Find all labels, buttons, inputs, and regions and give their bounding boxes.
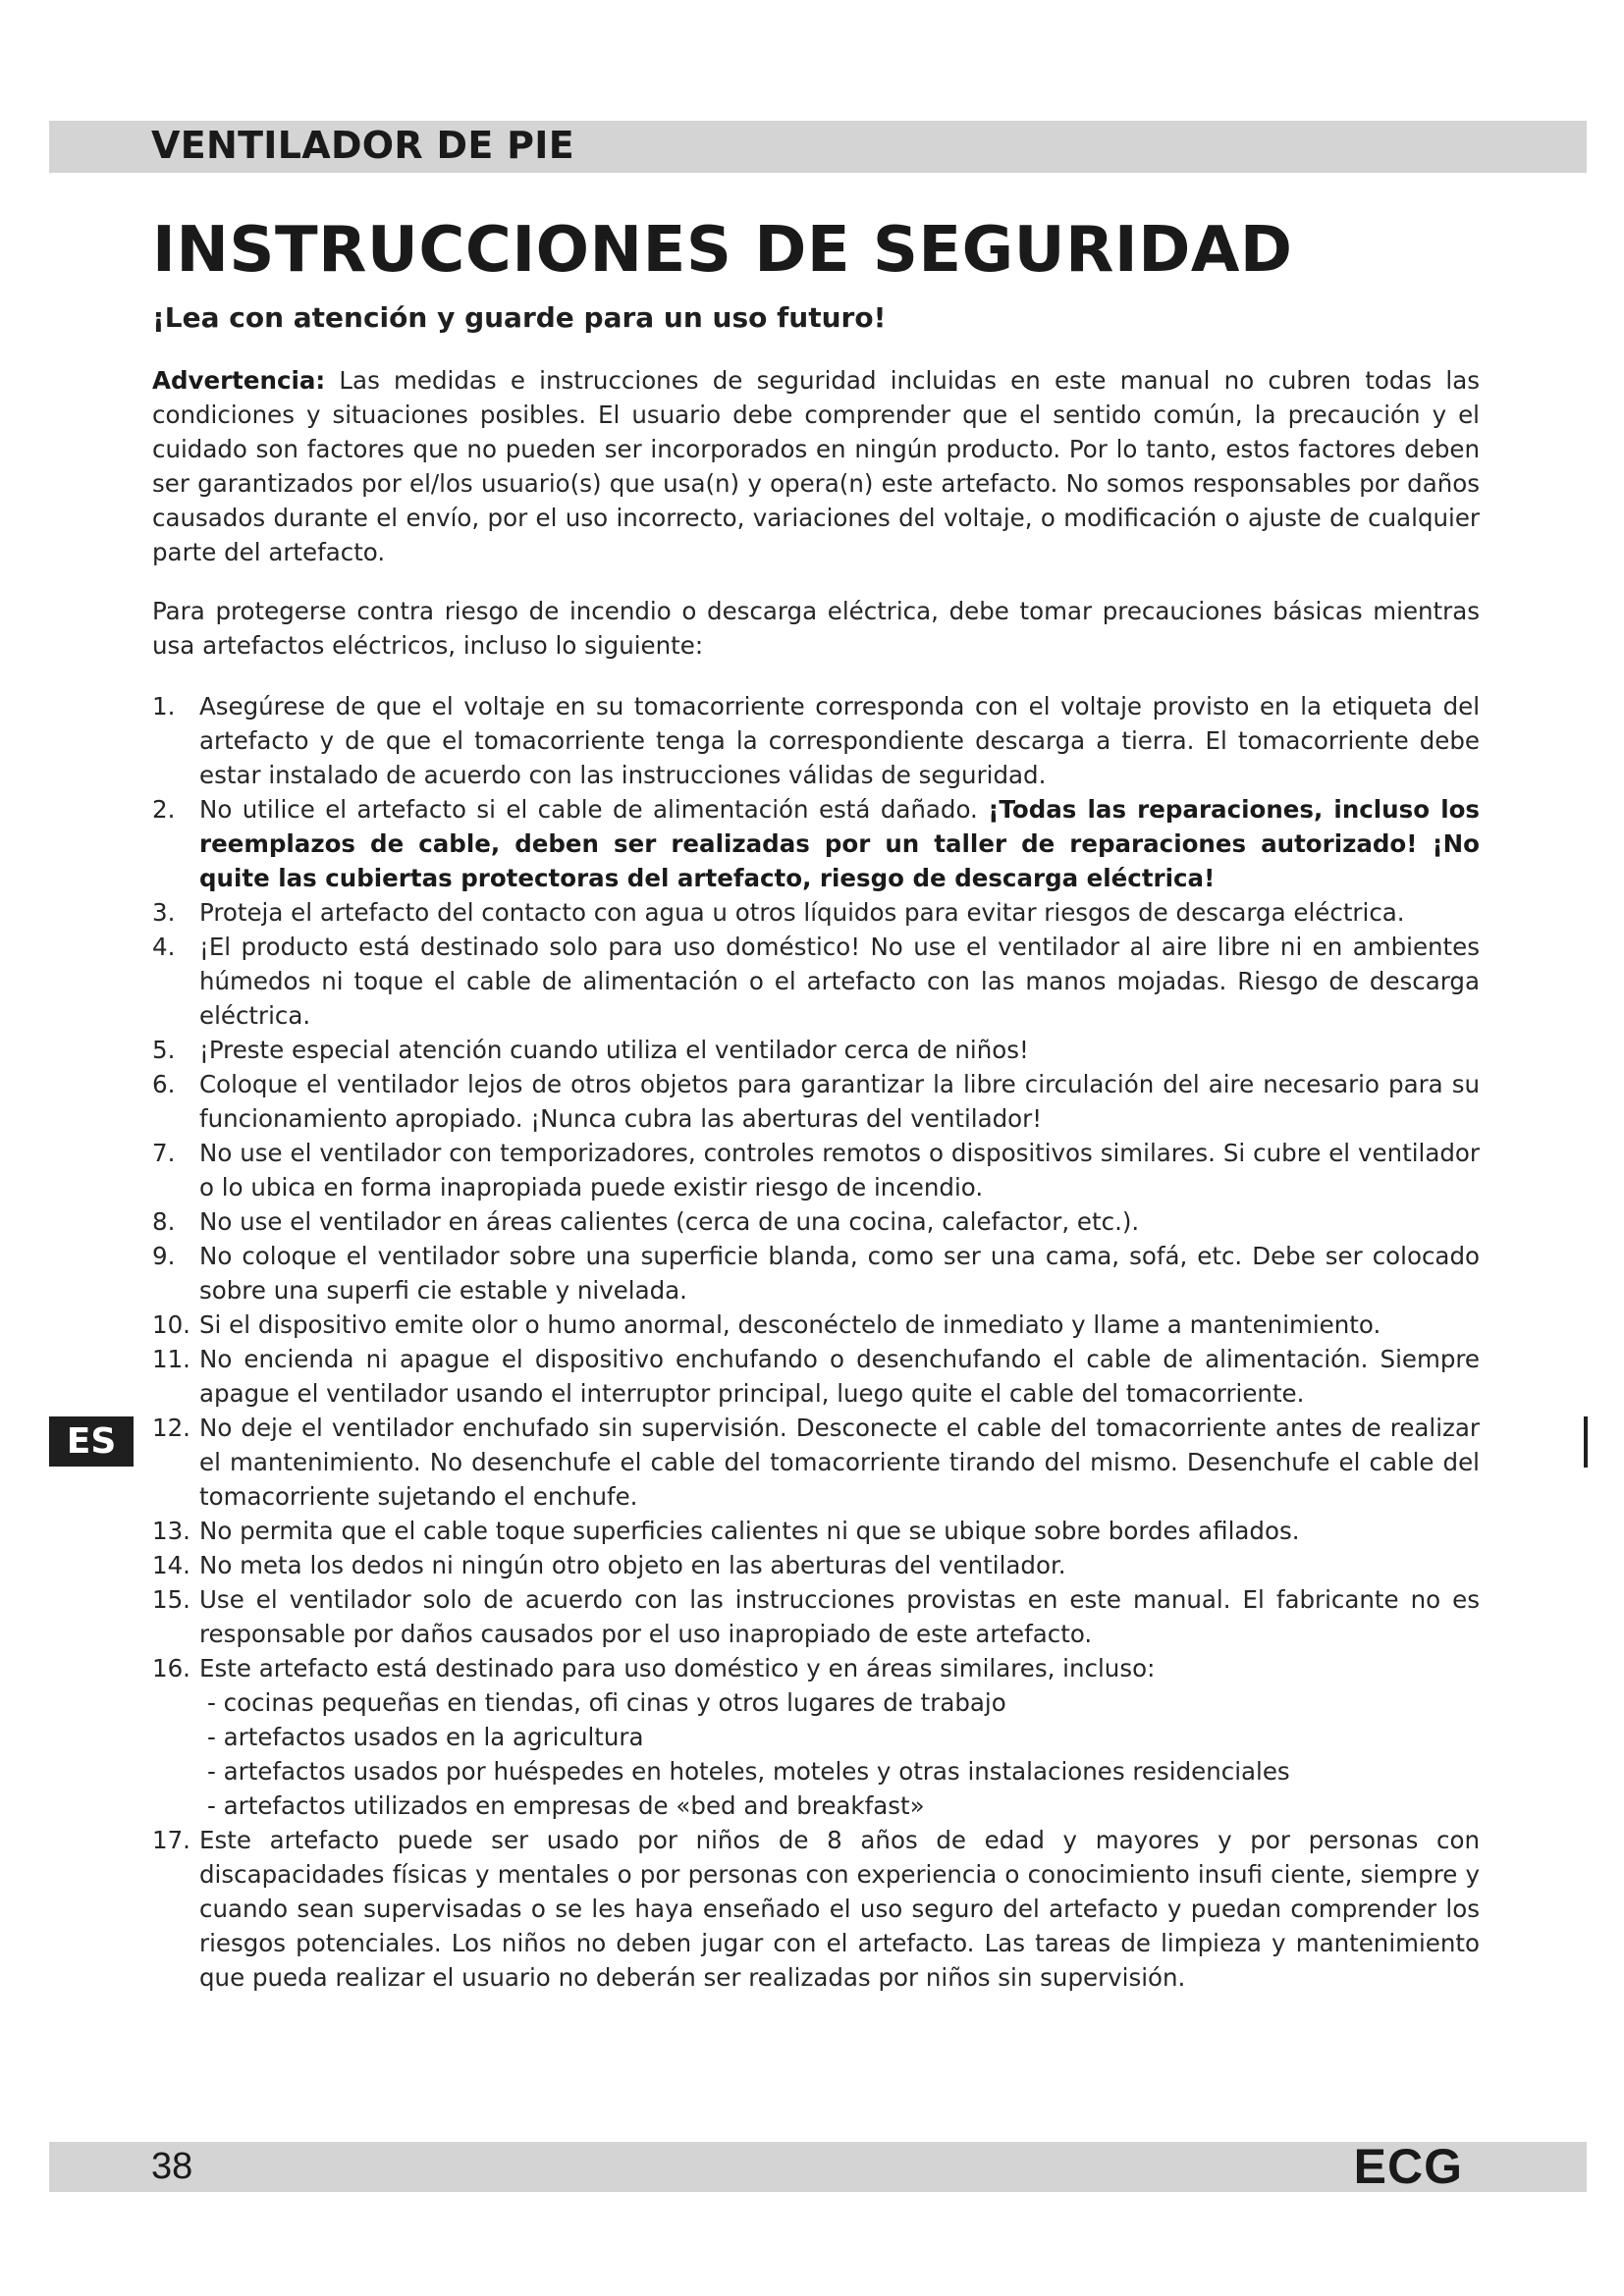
list-item-text: No use el ventilador en áreas calientes (cerca de una cocina, calefactor, etc.). [199,1207,1140,1236]
header-title: VENTILADOR DE PIE [151,124,574,167]
list-item-text: No deje el ventilador enchufado sin supervisión. Desconecte el cable del tomacorriente antes de realizar el mantenimiento. No desenchufe el cable del tomacorriente tirando del mismo. Desenchufe el cable del tomacorriente sujetando el enchufe. [199,1414,1480,1511]
sub-list [199,1685,1480,1823]
list-item [152,689,1480,792]
list-item-number: 6. [152,1070,176,1098]
list-item-text: ¡Preste especial atención cuando utiliza el ventilador cerca de niños! [199,1036,1029,1064]
list-item [152,1342,1480,1411]
sub-list-item: - cocinas pequeñas en tiendas, ofi cinas y otros lugares de trabajo [207,1688,1006,1717]
list-item [152,1823,1480,1995]
language-tab: ES [49,1416,134,1467]
list-item-number: 7. [152,1139,176,1167]
list-item [152,1411,1480,1514]
list-item-bold-warning: ¡Todas las reparaciones, incluso los reemplazos de cable, deben ser realizadas por un taller de reparaciones autorizado! ¡No quite las cubiertas protectoras del artefacto, riesgo de descarga eléctrica! [199,795,1481,892]
page-number: 38 [151,2146,193,2187]
list-item-number: 9. [152,1242,176,1270]
page-subtitle: ¡Lea con atención y guarde para un uso futuro! [152,301,887,334]
warning-label: Advertencia: [152,366,326,395]
list-item-number: 12. [152,1414,190,1442]
footer-bar [49,2139,1587,2194]
list-item [152,895,1480,930]
list-item-text: No coloque el ventilador sobre una superficie blanda, como ser una cama, sofá, etc. Debe ser colocado sobre una superfi cie estable y nivelada. [199,1242,1480,1305]
list-item-text: Proteja el artefacto del contacto con agua u otros líquidos para evitar riesgos de descarga eléctrica. [199,898,1405,927]
list-item-text: No meta los dedos ni ningún otro objeto en las aberturas del ventilador. [199,1551,1066,1579]
list-item [152,1308,1480,1342]
list-item-plain: No utilice el artefacto si el cable de alimentación está dañado. [199,795,978,824]
list-item-number: 3. [152,898,176,927]
list-item-text: ¡El producto está destinado solo para uso doméstico! No use el ventilador al aire libre ni en ambientes húmedos ni toque el cable de alimentación o el artefacto con las manos mojadas. Riesgo de descarga eléctrica. [199,933,1480,1030]
list-item [152,1067,1480,1136]
list-item-number: 13. [152,1517,190,1545]
list-item [152,1136,1480,1204]
list-item-text: No encienda ni apague el dispositivo enchufando o desenchufando el cable de alimentación. Siempre apague el ventilador usando el interruptor principal, luego quite el cable del tomacorriente. [199,1345,1480,1408]
list-item-text: Use el ventilador solo de acuerdo con las instrucciones provistas en este manual. El fabricante no es responsable por daños causados por el uso inapropiado de este artefacto. [199,1585,1480,1648]
list-item-text: Coloque el ventilador lejos de otros objetos para garantizar la libre circulación del aire necesario para su funcionamiento apropiado. ¡Nunca cubra las aberturas del ventilador! [199,1070,1480,1133]
list-item [152,930,1480,1033]
list-item-number: 10. [152,1310,190,1339]
list-item-text: Asegúrese de que el voltaje en su tomacorriente corresponda con el voltaje provisto en la etiqueta del artefacto y de que el tomacorriente tenga la correspondiente descarga a tierra. El tomacorriente debe estar instalado de acuerdo con las instrucciones válidas de seguridad. [199,692,1480,789]
side-marker [1584,1416,1588,1468]
list-item-text: Este artefacto puede ser usado por niños de 8 años de edad y mayores y por personas con discapacidades físicas y mentales o por personas con experiencia o conocimiento insufi ciente, siempre y cuando sean supervisadas o se les haya enseñado el uso seguro del artefacto y puedan comprender los riesgos potenciales. Los niños no deben jugar con el artefacto. Las tareas de limpieza y mantenimiento que pueda realizar el usuario no deberán ser realizadas por niños sin supervisión. [199,1826,1480,1992]
warning-text: Las medidas e instrucciones de seguridad incluidas en este manual no cubren todas las condiciones y situaciones posibles. El usuario debe comprender que el sentido común, la precaución y el cuidado son factores que no pueden ser incorporados en ningún producto. Por lo tanto, estos factores deben ser garantizados por el/los usuario(s) que usa(n) y opera(n) este artefacto. No somos responsables por daños causados durante el envío, por el uso incorrecto, variaciones del voltaje, o modificación o ajuste de cualquier parte del artefacto. [152,366,1480,566]
list-item-number: 5. [152,1036,176,1064]
list-item-number: 2. [152,795,176,824]
list-item-number: 1. [152,692,176,721]
list-item [152,1514,1480,1548]
safety-list [152,689,1480,1995]
page-title: INSTRUCCIONES DE SEGURIDAD [152,214,1293,287]
list-item [152,1582,1480,1651]
list-item-plain: Este artefacto está destinado para uso doméstico y en áreas similares, incluso: [199,1654,1156,1682]
list-item-text [199,792,1480,895]
list-item-number: 14. [152,1551,190,1579]
list-item-text: No use el ventilador con temporizadores, controles remotos o dispositivos similares. Si cubre el ventilador o lo ubica en forma inapropiada puede existir riesgo de incendio. [199,1139,1480,1201]
list-item-number: 11. [152,1345,190,1373]
content [152,363,1480,1995]
header-bar [49,121,1587,173]
list-item-text [199,1651,1480,1823]
sub-list-item: - artefactos usados en la agricultura [207,1723,644,1751]
list-item-number: 15. [152,1585,190,1614]
brand-logo: ECG [1353,2139,1463,2194]
list-item-number: 16. [152,1654,190,1682]
list-item [152,1204,1480,1239]
list-item-text: No permita que el cable toque superficies calientes ni que se ubique sobre bordes afilados. [199,1517,1300,1545]
list-item [152,792,1480,895]
list-item-number: 8. [152,1207,176,1236]
list-item [152,1651,1480,1823]
warning-paragraph [152,363,1480,569]
list-item [152,1239,1480,1308]
list-item-number: 4. [152,933,176,961]
list-item-text: Si el dispositivo emite olor o humo anormal, desconéctelo de inmediato y llame a mantenimiento. [199,1310,1381,1339]
list-item [152,1548,1480,1582]
sub-list-item: - artefactos usados por huéspedes en hoteles, moteles y otras instalaciones residenciales [207,1757,1290,1786]
protection-paragraph: Para protegerse contra riesgo de incendio o descarga eléctrica, debe tomar precauciones básicas mientras usa artefactos eléctricos, incluso lo siguiente: [152,597,1480,660]
list-item-number: 17. [152,1826,190,1854]
sub-list-item: - artefactos utilizados en empresas de «bed and breakfast» [207,1791,925,1820]
list-item [152,1033,1480,1067]
